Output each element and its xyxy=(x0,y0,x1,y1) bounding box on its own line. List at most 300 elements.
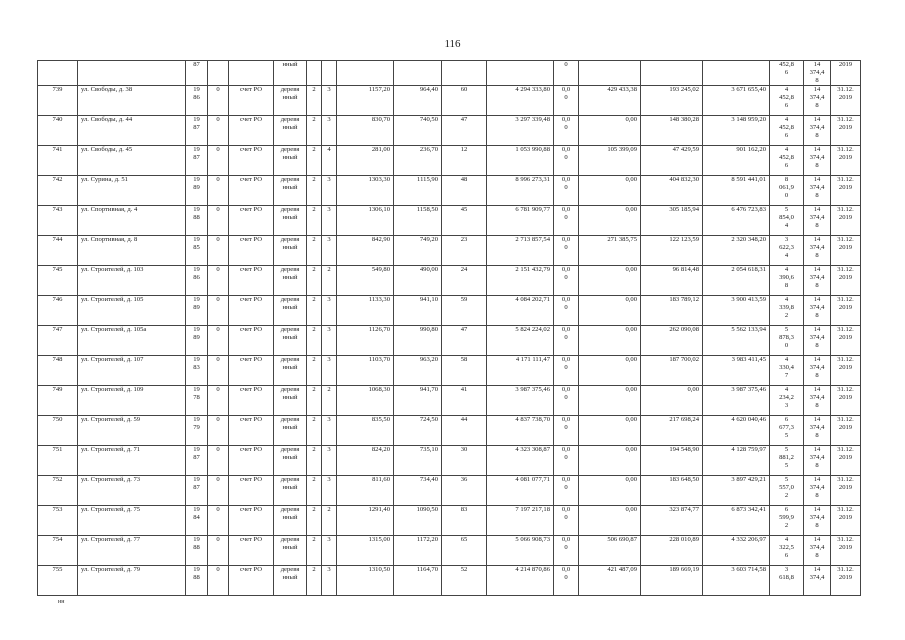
completion-date-cell: 31.12. 2019 xyxy=(831,266,861,296)
wall-material-cell: деревя нный xyxy=(274,386,307,416)
completion-date-cell: 31.12. 2019 xyxy=(831,146,861,176)
fund-method-cell: счет РО xyxy=(229,86,274,116)
zero-cell: 0 xyxy=(208,296,229,326)
residents-cell: 44 xyxy=(442,416,487,446)
living-area-cell: 963,20 xyxy=(394,356,442,386)
local-funds-cell: 217 698,24 xyxy=(641,416,703,446)
floors-cell: 2 xyxy=(307,506,322,536)
owner-funds-cell: 3 148 959,20 xyxy=(703,116,770,146)
footer-mark: нн xyxy=(58,599,65,605)
fund-method-cell: счет РО xyxy=(229,116,274,146)
total-cost-cell: 2 713 857,54 xyxy=(487,236,554,266)
zero-cell: 0 xyxy=(208,206,229,236)
address-cell: ул. Спортивная, д. 8 xyxy=(78,236,186,266)
local-funds-cell: 122 123,59 xyxy=(641,236,703,266)
federal-funds-cell: 0,0 0 xyxy=(554,266,579,296)
cost-limit-cell: 14 374,4 8 xyxy=(804,146,831,176)
zero-cell: 0 xyxy=(208,476,229,506)
entrances-cell: 3 xyxy=(322,296,337,326)
wall-material-cell: деревя нный xyxy=(274,326,307,356)
wall-material-cell: деревя нный xyxy=(274,536,307,566)
entrances-cell: 3 xyxy=(322,446,337,476)
federal-funds-cell: 0,0 0 xyxy=(554,116,579,146)
living-area-cell: 1090,50 xyxy=(394,506,442,536)
total-cost-cell: 3 297 339,48 xyxy=(487,116,554,146)
cell xyxy=(38,61,78,86)
total-cost-cell: 5 066 908,73 xyxy=(487,536,554,566)
total-cost-cell: 3 987 375,46 xyxy=(487,386,554,416)
completion-date-cell: 31.12. 2019 xyxy=(831,116,861,146)
unit-cost-cell: 5 878,3 0 xyxy=(770,326,804,356)
year-built-cell: 19 89 xyxy=(186,176,208,206)
residents-cell: 24 xyxy=(442,266,487,296)
unit-cost-cell: 4 330,4 7 xyxy=(770,356,804,386)
wall-material-cell: деревя нный xyxy=(274,356,307,386)
residents-cell: 52 xyxy=(442,566,487,596)
local-funds-cell: 262 090,08 xyxy=(641,326,703,356)
completion-date-cell: 31.12. 2019 xyxy=(831,236,861,266)
regional-funds-cell: 0,00 xyxy=(579,476,641,506)
completion-date-cell: 31.12. 2019 xyxy=(831,86,861,116)
total-area-cell: 1306,10 xyxy=(337,206,394,236)
unit-cost-cell: 4 390,6 8 xyxy=(770,266,804,296)
owner-funds-cell: 6 476 723,83 xyxy=(703,206,770,236)
year-built-cell: 19 86 xyxy=(186,86,208,116)
regional-funds-cell: 421 487,09 xyxy=(579,566,641,596)
year-built-cell: 19 87 xyxy=(186,146,208,176)
total-cost-cell: 6 781 909,77 xyxy=(487,206,554,236)
owner-funds-cell: 5 562 133,94 xyxy=(703,326,770,356)
wall-material-cell: деревя нный xyxy=(274,506,307,536)
wall-material-cell: деревя нный xyxy=(274,416,307,446)
zero-cell: 0 xyxy=(208,176,229,206)
wall-material-cell: деревя нный xyxy=(274,86,307,116)
total-cost-cell: 4 323 308,87 xyxy=(487,446,554,476)
floors-cell: 2 xyxy=(307,566,322,596)
total-cost-cell: 4 084 202,71 xyxy=(487,296,554,326)
living-area-cell: 490,00 xyxy=(394,266,442,296)
unit-cost-cell: 4 322,5 6 xyxy=(770,536,804,566)
regional-funds-cell: 0,00 xyxy=(579,416,641,446)
zero-cell: 0 xyxy=(208,566,229,596)
address-cell: ул. Строителей, д. 71 xyxy=(78,446,186,476)
wall-material-cell: деревя нный xyxy=(274,566,307,596)
federal-funds-cell: 0,0 0 xyxy=(554,566,579,596)
address-cell: ул. Спортивная, д. 4 xyxy=(78,206,186,236)
living-area-cell: 964,40 xyxy=(394,86,442,116)
table-row xyxy=(38,206,861,236)
unit-cost-cell: 5 557,0 2 xyxy=(770,476,804,506)
floors-cell: 2 xyxy=(307,86,322,116)
unit-cost-cell: 3 622,3 4 xyxy=(770,236,804,266)
table-row xyxy=(38,356,861,386)
living-area-cell: 1172,20 xyxy=(394,536,442,566)
total-area-cell: 1157,20 xyxy=(337,86,394,116)
address-cell: ул. Строителей, д. 105 xyxy=(78,296,186,326)
total-area-cell: 1103,70 xyxy=(337,356,394,386)
wall-material-cell: деревя нный xyxy=(274,296,307,326)
regional-funds-cell: 271 385,75 xyxy=(579,236,641,266)
total-cost-cell: 2 151 432,79 xyxy=(487,266,554,296)
housing-table xyxy=(37,60,861,596)
year-built-cell: 19 86 xyxy=(186,266,208,296)
owner-funds-cell: 3 987 375,46 xyxy=(703,386,770,416)
total-cost-cell: 5 824 224,02 xyxy=(487,326,554,356)
residents-cell: 41 xyxy=(442,386,487,416)
regional-funds-cell: 0,00 xyxy=(579,356,641,386)
residents-cell: 36 xyxy=(442,476,487,506)
address-cell: ул. Строителей, д. 77 xyxy=(78,536,186,566)
cell xyxy=(579,61,641,86)
cost-limit-cell: 14 374,4 8 xyxy=(804,476,831,506)
local-funds-cell: 0,00 xyxy=(641,386,703,416)
regional-funds-cell: 0,00 xyxy=(579,266,641,296)
row-number-cell: 741 xyxy=(38,146,78,176)
total-area-cell: 1068,30 xyxy=(337,386,394,416)
federal-funds-cell: 0,0 0 xyxy=(554,296,579,326)
cost-limit-cell: 14 374,4 8 xyxy=(804,326,831,356)
limit-cell: 14 374,4 8 xyxy=(804,61,831,86)
fund-method-cell: счет РО xyxy=(229,236,274,266)
total-cost-cell: 8 996 273,31 xyxy=(487,176,554,206)
cost-limit-cell: 14 374,4 8 xyxy=(804,506,831,536)
federal-funds-cell: 0,0 0 xyxy=(554,536,579,566)
zero-cell: 0 xyxy=(208,236,229,266)
table-row xyxy=(38,86,861,116)
federal-funds-cell: 0,0 0 xyxy=(554,146,579,176)
completion-date-cell: 31.12. 2019 xyxy=(831,566,861,596)
address-cell: ул. Свободы, д. 38 xyxy=(78,86,186,116)
living-area-cell: 990,80 xyxy=(394,326,442,356)
zero-cell: 0 xyxy=(208,386,229,416)
floors-cell: 2 xyxy=(307,146,322,176)
wall-material-cell: деревя нный xyxy=(274,476,307,506)
cost-limit-cell: 14 374,4 8 xyxy=(804,116,831,146)
owner-funds-cell: 2 320 348,20 xyxy=(703,236,770,266)
cost-cell: 452,8 6 xyxy=(770,61,804,86)
floors-cell: 2 xyxy=(307,536,322,566)
entrances-cell: 3 xyxy=(322,116,337,146)
fund-method-cell: счет РО xyxy=(229,566,274,596)
living-area-cell: 740,50 xyxy=(394,116,442,146)
residents-cell: 12 xyxy=(442,146,487,176)
cell xyxy=(78,61,186,86)
year-built-cell: 19 87 xyxy=(186,116,208,146)
zero-cell: 0 xyxy=(208,86,229,116)
living-area-cell: 749,20 xyxy=(394,236,442,266)
year-built-cell: 19 84 xyxy=(186,506,208,536)
owner-funds-cell: 3 671 655,40 xyxy=(703,86,770,116)
fund-method-cell: счет РО xyxy=(229,506,274,536)
cost-limit-cell: 14 374,4 8 xyxy=(804,296,831,326)
wall-material-cell: деревя нный xyxy=(274,206,307,236)
table-row xyxy=(38,236,861,266)
cell xyxy=(229,61,274,86)
address-cell: ул. Свободы, д. 44 xyxy=(78,116,186,146)
regional-funds-cell: 429 433,38 xyxy=(579,86,641,116)
cell xyxy=(487,61,554,86)
fund-method-cell: счет РО xyxy=(229,146,274,176)
year-built-cell: 19 83 xyxy=(186,356,208,386)
entrances-cell: 3 xyxy=(322,236,337,266)
cell xyxy=(307,61,322,86)
fund-method-cell: счет РО xyxy=(229,176,274,206)
total-cost-cell: 4 171 111,47 xyxy=(487,356,554,386)
zero-cell: 0 xyxy=(208,416,229,446)
row-number-cell: 753 xyxy=(38,506,78,536)
living-area-cell: 724,50 xyxy=(394,416,442,446)
cost-limit-cell: 14 374,4 8 xyxy=(804,176,831,206)
wall-material-cell: деревя нный xyxy=(274,446,307,476)
living-area-cell: 734,40 xyxy=(394,476,442,506)
living-area-cell: 1158,50 xyxy=(394,206,442,236)
regional-funds-cell: 0,00 xyxy=(579,296,641,326)
row-number-cell: 744 xyxy=(38,236,78,266)
cell xyxy=(337,61,394,86)
year-built-cell: 19 79 xyxy=(186,416,208,446)
floors-cell: 2 xyxy=(307,236,322,266)
completion-date-cell: 31.12. 2019 xyxy=(831,446,861,476)
local-funds-cell: 189 669,19 xyxy=(641,566,703,596)
local-funds-cell: 404 832,30 xyxy=(641,176,703,206)
table-row xyxy=(38,536,861,566)
row-number-cell: 740 xyxy=(38,116,78,146)
table-row xyxy=(38,266,861,296)
total-cost-cell: 4 214 870,86 xyxy=(487,566,554,596)
regional-funds-cell: 105 399,09 xyxy=(579,146,641,176)
completion-date-cell: 31.12. 2019 xyxy=(831,476,861,506)
entrances-cell: 2 xyxy=(322,266,337,296)
cell xyxy=(703,61,770,86)
floors-cell: 2 xyxy=(307,386,322,416)
residents-cell: 23 xyxy=(442,236,487,266)
total-area-cell: 824,20 xyxy=(337,446,394,476)
cell xyxy=(208,61,229,86)
fund-method-cell: счет РО xyxy=(229,266,274,296)
entrances-cell: 3 xyxy=(322,476,337,506)
local-funds-cell: 183 648,50 xyxy=(641,476,703,506)
total-area-cell: 842,90 xyxy=(337,236,394,266)
address-cell: ул. Сурина, д. 51 xyxy=(78,176,186,206)
living-area-cell: 236,70 xyxy=(394,146,442,176)
zero-cell: 0 xyxy=(208,116,229,146)
row-number-cell: 742 xyxy=(38,176,78,206)
year-built-cell: 19 88 xyxy=(186,206,208,236)
fund-method-cell: счет РО xyxy=(229,356,274,386)
address-cell: ул. Строителей, д. 59 xyxy=(78,416,186,446)
cost-limit-cell: 14 374,4 8 xyxy=(804,266,831,296)
total-cost-cell: 1 053 990,88 xyxy=(487,146,554,176)
completion-date-cell: 31.12. 2019 xyxy=(831,326,861,356)
unit-cost-cell: 4 452,8 6 xyxy=(770,86,804,116)
regional-funds-cell: 0,00 xyxy=(579,326,641,356)
entrances-cell: 3 xyxy=(322,326,337,356)
total-area-cell: 1133,30 xyxy=(337,296,394,326)
federal-funds-cell: 0,0 0 xyxy=(554,416,579,446)
unit-cost-cell: 4 339,8 2 xyxy=(770,296,804,326)
zero-cell: 0 xyxy=(208,356,229,386)
unit-cost-cell: 3 618,8 xyxy=(770,566,804,596)
year-built-cell: 19 87 xyxy=(186,446,208,476)
floors-cell: 2 xyxy=(307,416,322,446)
regional-funds-cell: 0,00 xyxy=(579,506,641,536)
row-number-cell: 748 xyxy=(38,356,78,386)
cell xyxy=(394,61,442,86)
total-area-cell: 1303,30 xyxy=(337,176,394,206)
local-funds-cell: 183 789,12 xyxy=(641,296,703,326)
floors-cell: 2 xyxy=(307,446,322,476)
regional-funds-cell: 0,00 xyxy=(579,206,641,236)
total-area-cell: 1291,40 xyxy=(337,506,394,536)
floors-cell: 2 xyxy=(307,206,322,236)
regional-funds-cell: 0,00 xyxy=(579,386,641,416)
entrances-cell: 2 xyxy=(322,386,337,416)
year-built-cell: 19 78 xyxy=(186,386,208,416)
cost-limit-cell: 14 374,4 8 xyxy=(804,86,831,116)
year-built-cell: 19 88 xyxy=(186,536,208,566)
unit-cost-cell: 5 881,2 5 xyxy=(770,446,804,476)
address-cell: ул. Строителей, д. 109 xyxy=(78,386,186,416)
local-funds-cell: 96 814,48 xyxy=(641,266,703,296)
cost-limit-cell: 14 374,4 8 xyxy=(804,386,831,416)
unit-cost-cell: 6 599,9 2 xyxy=(770,506,804,536)
entrances-cell: 4 xyxy=(322,146,337,176)
floors-cell: 2 xyxy=(307,116,322,146)
floors-cell: 2 xyxy=(307,326,322,356)
entrances-cell: 3 xyxy=(322,416,337,446)
table-row xyxy=(38,446,861,476)
entrances-cell: 3 xyxy=(322,356,337,386)
entrances-cell: 3 xyxy=(322,536,337,566)
federal-funds-cell: 0,0 0 xyxy=(554,476,579,506)
cost-limit-cell: 14 374,4 xyxy=(804,566,831,596)
residents-cell: 59 xyxy=(442,296,487,326)
row-number-cell: 751 xyxy=(38,446,78,476)
table-row xyxy=(38,506,861,536)
address-cell: ул. Строителей, д. 75 xyxy=(78,506,186,536)
row-number-cell: 755 xyxy=(38,566,78,596)
local-funds-cell: 323 874,77 xyxy=(641,506,703,536)
living-area-cell: 1164,70 xyxy=(394,566,442,596)
cell xyxy=(442,61,487,86)
local-funds-cell: 228 010,89 xyxy=(641,536,703,566)
residents-cell: 48 xyxy=(442,176,487,206)
year-built-cell: 19 87 xyxy=(186,476,208,506)
total-cost-cell: 4 294 333,80 xyxy=(487,86,554,116)
federal-funds-cell: 0,0 0 xyxy=(554,386,579,416)
year-built-cell: 19 89 xyxy=(186,326,208,356)
wall-material-cell: деревя нный xyxy=(274,116,307,146)
federal-funds-cell: 0,0 0 xyxy=(554,446,579,476)
federal-funds-cell: 0,0 0 xyxy=(554,206,579,236)
unit-cost-cell: 6 677,3 5 xyxy=(770,416,804,446)
owner-funds-cell: 3 900 413,59 xyxy=(703,296,770,326)
zero-cell: 0 xyxy=(208,446,229,476)
cost-limit-cell: 14 374,4 8 xyxy=(804,536,831,566)
total-area-cell: 1315,00 xyxy=(337,536,394,566)
fund-method-cell: счет РО xyxy=(229,416,274,446)
owner-funds-cell: 8 591 441,01 xyxy=(703,176,770,206)
wall-material-cell: деревя нный xyxy=(274,146,307,176)
residents-cell: 65 xyxy=(442,536,487,566)
floors-cell: 2 xyxy=(307,356,322,386)
unit-cost-cell: 5 854,0 4 xyxy=(770,206,804,236)
local-funds-cell: 193 245,02 xyxy=(641,86,703,116)
federal-funds-cell: 0,0 0 xyxy=(554,176,579,206)
table-body xyxy=(38,61,861,596)
local-funds-cell: 148 380,28 xyxy=(641,116,703,146)
fund-method-cell: счет РО xyxy=(229,296,274,326)
table-row xyxy=(38,566,861,596)
completion-date-cell: 31.12. 2019 xyxy=(831,176,861,206)
owner-funds-cell: 4 620 040,46 xyxy=(703,416,770,446)
unit-cost-cell: 4 234,2 3 xyxy=(770,386,804,416)
cell xyxy=(322,61,337,86)
completion-date-cell: 31.12. 2019 xyxy=(831,506,861,536)
table-row xyxy=(38,146,861,176)
total-cost-cell: 4 081 077,71 xyxy=(487,476,554,506)
residents-cell: 45 xyxy=(442,206,487,236)
federal-funds-cell: 0,0 0 xyxy=(554,236,579,266)
completion-date-cell: 31.12. 2019 xyxy=(831,356,861,386)
owner-funds-cell: 6 873 342,41 xyxy=(703,506,770,536)
address-cell: ул. Строителей, д. 73 xyxy=(78,476,186,506)
cell xyxy=(641,61,703,86)
residents-cell: 47 xyxy=(442,326,487,356)
total-area-cell: 811,60 xyxy=(337,476,394,506)
table-row xyxy=(38,416,861,446)
row-number-cell: 749 xyxy=(38,386,78,416)
entrances-cell: 3 xyxy=(322,176,337,206)
unit-cost-cell: 4 452,8 6 xyxy=(770,116,804,146)
living-area-cell: 1115,90 xyxy=(394,176,442,206)
entrances-cell: 2 xyxy=(322,506,337,536)
cost-limit-cell: 14 374,4 8 xyxy=(804,356,831,386)
table-row xyxy=(38,296,861,326)
total-cost-cell: 4 837 738,70 xyxy=(487,416,554,446)
address-cell: ул. Строителей, д. 105а xyxy=(78,326,186,356)
fund-method-cell: счет РО xyxy=(229,326,274,356)
table-row xyxy=(38,476,861,506)
zero-cell: 0 xyxy=(208,506,229,536)
fund-method-cell: счет РО xyxy=(229,476,274,506)
owner-funds-cell: 4 128 759,97 xyxy=(703,446,770,476)
owner-funds-cell: 901 162,20 xyxy=(703,146,770,176)
year-built-cell: 19 88 xyxy=(186,566,208,596)
local-funds-cell: 305 185,94 xyxy=(641,206,703,236)
zero-cell: 0 xyxy=(208,536,229,566)
residents-cell: 47 xyxy=(442,116,487,146)
regional-funds-cell: 0,00 xyxy=(579,446,641,476)
table-row xyxy=(38,116,861,146)
entrances-cell: 3 xyxy=(322,86,337,116)
total-area-cell: 1126,70 xyxy=(337,326,394,356)
table-row xyxy=(38,386,861,416)
owner-funds-cell: 3 983 411,45 xyxy=(703,356,770,386)
regional-funds-cell: 506 690,87 xyxy=(579,536,641,566)
living-area-cell: 941,70 xyxy=(394,386,442,416)
address-cell: ул. Строителей, д. 103 xyxy=(78,266,186,296)
cost-limit-cell: 14 374,4 8 xyxy=(804,236,831,266)
completion-date-cell: 31.12. 2019 xyxy=(831,416,861,446)
row-number-cell: 754 xyxy=(38,536,78,566)
completion-date-cell: 31.12. 2019 xyxy=(831,386,861,416)
unit-cost-cell: 4 452,8 6 xyxy=(770,146,804,176)
row-number-cell: 752 xyxy=(38,476,78,506)
address-cell: ул. Строителей, д. 107 xyxy=(78,356,186,386)
zero-cell: 0 xyxy=(208,326,229,356)
total-area-cell: 1310,50 xyxy=(337,566,394,596)
